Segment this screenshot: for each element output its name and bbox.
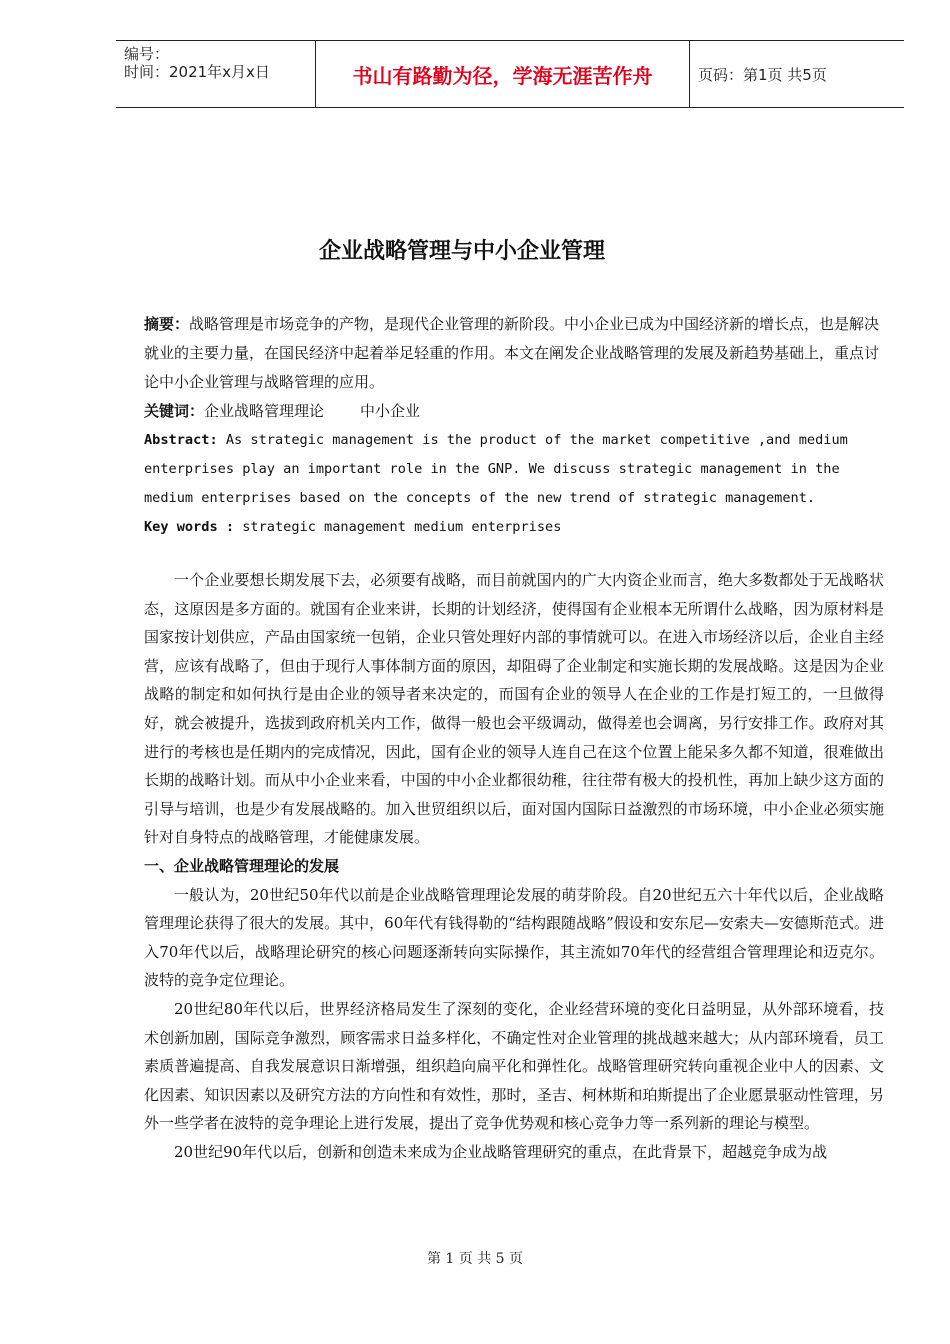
- keyword-1: 企业战略管理理论: [204, 402, 325, 420]
- abstract-section: [144, 310, 884, 542]
- keyword-2: 中小企业: [360, 402, 421, 420]
- abstract-en: [144, 426, 884, 513]
- page-header: [116, 40, 904, 108]
- abstract-en-line2: enterprises play an important role in the GNP. We discuss strategic management in the: [144, 461, 840, 477]
- keywords-cn: [144, 397, 884, 426]
- header-motto: 书山有路勤为径，学海无涯苦作舟: [315, 41, 690, 107]
- body-section: [144, 566, 884, 1166]
- keywords-en: [144, 513, 884, 542]
- abstract-en-line3: medium enterprises based on the concepts of the new trend of strategic management.: [144, 490, 816, 506]
- section-1-paragraph-2: 20世纪80年代以后，世界经济格局发生了深刻的变化，企业经营环境的变化日益明显，从外部环境看，技术创新加剧，国际竞争激烈，顾客需求日益多样化，不确定性对企业管理的挑战越来越大；从内部环境看，员工素质普遍提高、自我发展意识日渐增强，组织趋向扁平化和弹性化。战略管理研究转向重视企业中人的因素、文化因素、知识因素以及研究方法的方向性和有效性，那时，圣吉、柯林斯和珀斯提出了企业愿景驱动性管理，另外一些学者在波特的竞争理论上进行发展，提出了竞争优势观和核心竞争力等一系列新的理论与模型。: [144, 999, 884, 1133]
- section-1-heading: 一、企业战略管理理论的发展: [144, 856, 340, 875]
- section-1-paragraph-1: 一般认为，20世纪50年代以前是企业战略管理理论发展的萌芽阶段。自20世纪五六十年代以后，企业战略管理理论获得了很大的发展。其中，60年代有钱得勒的“结构跟随战略”假设和安东尼—安索夫—安德斯范式。进入70年代以后，战略理论研究的核心问题逐渐转向实际操作，其主流如70年代的经营组合管理理论和迈克尔。波特的竞争定位理论。: [144, 885, 884, 990]
- keywords-en-text: strategic management medium enterprises: [234, 519, 562, 535]
- time-label: 时间：2021年x月x日: [124, 63, 270, 81]
- abstract-cn-label: 摘要：: [144, 315, 190, 333]
- abstract-cn-text: 战略管理是市场竞争的产物，是现代企业管理的新阶段。中小企业已成为中国经济新的增长点，也是解决就业的主要力量，在国民经济中起着举足轻重的作用。本文在阐发企业战略管理的发展及新趋势基础上，重点讨论中小企业管理与战略管理的应用。: [144, 315, 880, 391]
- keywords-en-label: Key words :: [144, 519, 235, 535]
- header-page-info: 页码：第1页 共5页: [698, 65, 827, 84]
- abstract-en-label: Abstract:: [144, 432, 218, 448]
- number-label: 编号：: [124, 45, 170, 63]
- abstract-en-line1: As strategic management is the product of the market competitive ,and medium: [217, 432, 848, 448]
- section-1-paragraph-3: 20世纪90年代以后，创新和创造未来成为企业战略管理研究的重点，在此背景下，超越竞争成为战: [174, 1142, 828, 1161]
- header-meta: [124, 45, 270, 81]
- intro-paragraph: 一个企业要想长期发展下去，必须要有战略，而目前就国内的广大内资企业而言，绝大多数都处于无战略状态，这原因是多方面的。就国有企业来讲，长期的计划经济，使得国有企业根本无所谓什么战略，因为原材料是国家按计划供应，产品由国家统一包销，企业只管处理好内部的事情就可以。在进入市场经济以后，企业自主经营，应该有战略了，但由于现行人事体制方面的原因，却阻碍了企业制定和实施长期的发展战略。这是因为企业战略的制定和如何执行是由企业的领导者来决定的，而国有企业的领导人在企业的工作是打短工的，一旦做得好，就会被提升，选拔到政府机关内工作，做得一般也会平级调动，做得差也会调离，另行安排工作。政府对其进行的考核也是任期内的完成情况，因此，国有企业的领导人连自己在这个位置上能呆多久都不知道，很难做出长期的战略计划。而从中小企业来看，中国的中小企业都很幼稚，往往带有极大的投机性，再加上缺少这方面的引导与培训，也是少有发展战略的。加入世贸组织以后，面对国内国际日益激烈的市场环境，中小企业必须实施针对自身特点的战略管理，才能健康发展。: [144, 571, 884, 847]
- page-footer: 第 1 页 共 5 页: [426, 1251, 524, 1267]
- document-title: 企业战略管理与中小企业管理: [318, 239, 605, 264]
- keywords-cn-label: 关键词：: [144, 402, 205, 420]
- abstract-cn: [144, 310, 884, 397]
